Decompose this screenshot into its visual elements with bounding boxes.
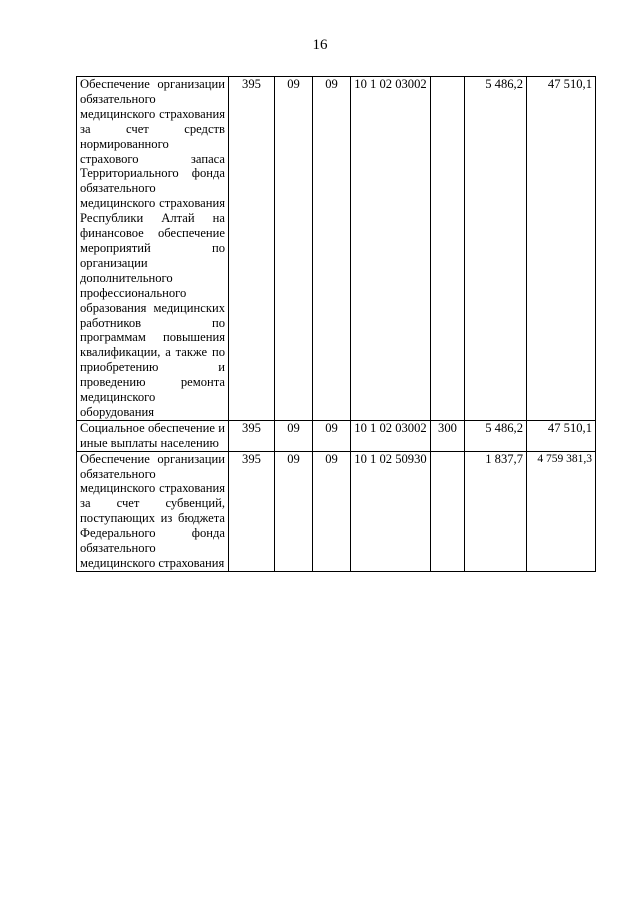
row-description: Обеспечение организации обязательного медицинского страхования за счет средств нормированного страхового запаса Территориального фонда обязательного медицинского страхования Республики Алтай на финансовое обеспечение мероприятий по организации дополнительного профессионального образования медицинских работников по программам повышения квалификации, а также по приобретению и проведению ремонта медицинского оборудования <box>77 77 229 421</box>
admin-code: 395 <box>229 77 275 421</box>
amount-1: 5 486,2 <box>465 420 527 451</box>
table-row <box>77 451 596 571</box>
row-description: Социальное обеспечение и иные выплаты населению <box>77 420 229 451</box>
section-code: 09 <box>275 420 313 451</box>
table-row <box>77 77 596 421</box>
target-article-code: 10 1 02 50930 <box>351 451 431 571</box>
amount-1: 5 486,2 <box>465 77 527 421</box>
amount-1: 1 837,7 <box>465 451 527 571</box>
section-code: 09 <box>275 77 313 421</box>
subsection-code: 09 <box>313 420 351 451</box>
page-number: 16 <box>312 37 328 53</box>
amount-2: 47 510,1 <box>527 77 596 421</box>
admin-code: 395 <box>229 451 275 571</box>
target-article-code: 10 1 02 03002 <box>351 420 431 451</box>
expense-type-code <box>431 451 465 571</box>
table-row <box>77 420 596 451</box>
amount-2: 47 510,1 <box>527 420 596 451</box>
expense-type-code <box>431 77 465 421</box>
subsection-code: 09 <box>313 77 351 421</box>
budget-table <box>76 76 596 572</box>
admin-code: 395 <box>229 420 275 451</box>
target-article-code: 10 1 02 03002 <box>351 77 431 421</box>
section-code: 09 <box>275 451 313 571</box>
row-description: Обеспечение организации обязательного медицинского страхования за счет субвенций, поступающих из бюджета Федерального фонда обязательного медицинского страхования <box>77 451 229 571</box>
subsection-code: 09 <box>313 451 351 571</box>
amount-2: 4 759 381,3 <box>527 451 596 571</box>
expense-type-code: 300 <box>431 420 465 451</box>
